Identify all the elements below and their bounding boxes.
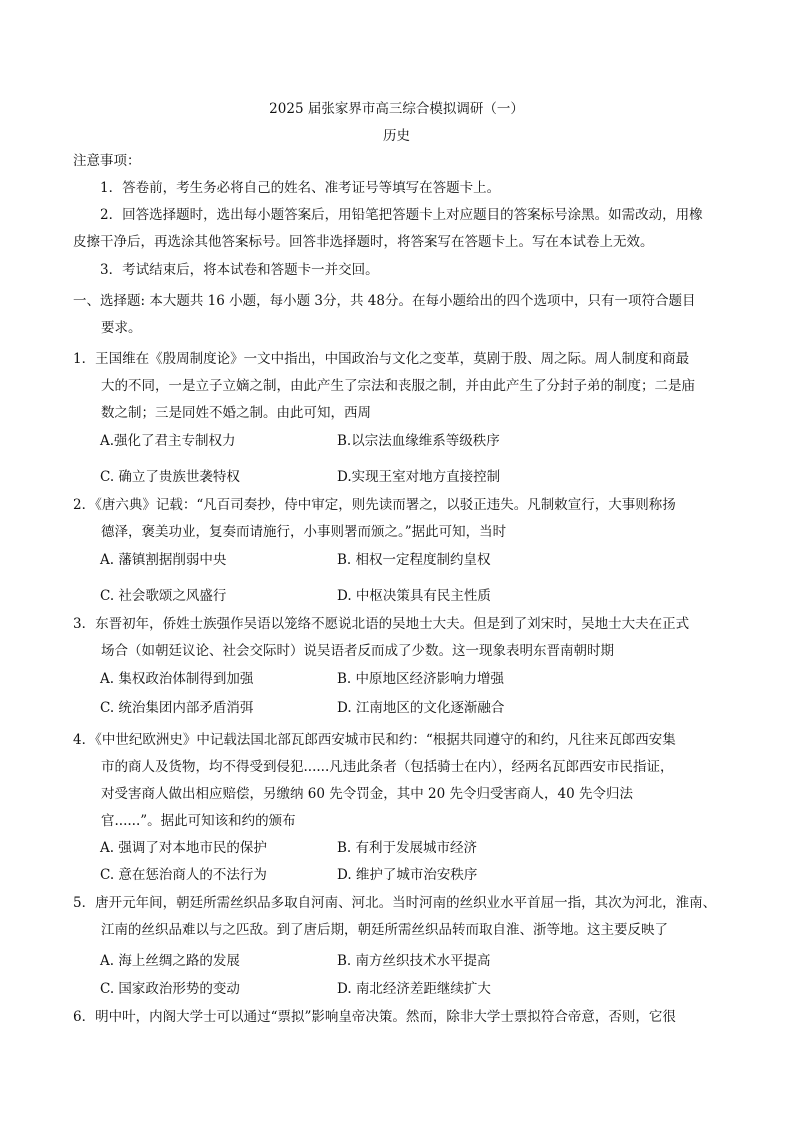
question-3-option-d: D. 江南地区的文化逐渐融合 [337, 700, 505, 716]
question-4-line: 4．《中世纪欧洲史》中记载法国北部瓦郎西安城市民和约：“根据共同遵守的和约，凡往来瓦郎西安集 [73, 732, 676, 748]
question-2-option-d: D. 中枢决策具有民主性质 [337, 588, 491, 604]
question-1-line: 1．王国维在《殷周制度论》一文中指出，中国政治与文化之变革，莫剧于殷、周之际。周人制度和商最 [73, 351, 690, 367]
notice-item: 1．答卷前，考生务必将自己的姓名、准考证号等填写在答题卡上。 [100, 180, 501, 196]
question-4-option-c: C. 意在惩治商人的不法行为 [100, 867, 267, 883]
question-2-option-b: B. 相权一定程度制约皇权 [337, 552, 491, 568]
question-1-option-d: D.实现王室对地方直接控制 [337, 469, 501, 485]
exam-title: 2025 届张家界市高三综合模拟调研（一） [269, 101, 524, 117]
question-4-line: 官......”。据此可知该和约的颁布 [101, 813, 296, 829]
question-5-option-a: A. 海上丝绸之路的发展 [100, 953, 240, 969]
section-heading-continued: 要求。 [101, 320, 142, 336]
notice-heading: 注意事项： [73, 153, 141, 169]
question-4-option-a: A. 强调了对本地市民的保护 [100, 840, 267, 856]
question-1-line: 大的不同，一是立子立嫡之制，由此产生了宗法和丧服之制，并由此产生了分封子弟的制度；二是庙 [101, 378, 695, 394]
question-4-option-b: B. 有利于发展城市经济 [337, 840, 478, 856]
subject-title: 历史 [383, 128, 410, 144]
question-2-line: 德泽，褒美功业，复奏而请施行，小事则署而颁之。”据此可知，当时 [101, 524, 507, 540]
question-6-line: 6．明中叶，内阁大学士可以通过“票拟”影响皇帝决策。然而，除非大学士票拟符合帝意，否则，它很 [73, 1009, 676, 1025]
question-5-option-d: D. 南北经济差距继续扩大 [337, 981, 491, 997]
question-3-line: 场合（如朝廷议论、社会交际时）说吴语者反而成了少数。这一现象表明东晋南朝时期 [101, 643, 614, 659]
question-5-line: 5．唐开元年间，朝廷所需丝织品多取自河南、河北。当时河南的丝织业水平首屈一指，其次为河北，淮南、 [73, 895, 717, 911]
question-5-option-c: C. 国家政治形势的变动 [100, 981, 240, 997]
section-heading: 一、选择题: 本大题共 16 小题，每小题 3分，共 48分。在每小题给出的四个选项中，只有一项符合题目 [73, 293, 696, 309]
question-3-option-b: B. 中原地区经济影响力增强 [337, 671, 505, 687]
question-1-option-a: A.强化了君主专制权力 [100, 433, 236, 449]
question-4-option-d: D. 维护了城市治安秩序 [337, 867, 478, 883]
question-4-line: 市的商人及货物，均不得受到侵犯......凡违此条者（包括骑士在内），经两名瓦郎西安市民指证， [101, 759, 674, 775]
notice-item: 3．考试结束后，将本试卷和答题卡一并交回。 [100, 262, 379, 278]
question-3-option-c: C. 统治集团内部矛盾消弭 [100, 700, 254, 716]
notice-item-continued: 皮擦干净后，再选涂其他答案标号。回答非选择题时，将答案写在答题卡上。写在本试卷上无效。 [73, 234, 654, 250]
question-1-line: 数之制；三是同姓不婚之制。由此可知，西周 [101, 405, 371, 421]
question-3-option-a: A. 集权政治体制得到加强 [100, 671, 254, 687]
question-1-option-b: B.以宗法血缘维系等级秩序 [337, 433, 500, 449]
question-1-option-c: C. 确立了贵族世袭特权 [100, 469, 240, 485]
question-2-option-c: C. 社会歌颂之风盛行 [100, 588, 227, 604]
question-4-line: 对受害商人做出相应赔偿，另缴纳 60 先令罚金，其中 20 先令归受害商人，40 先令归法 [101, 786, 633, 802]
notice-item: 2．回答选择题时，选出每小题答案后，用铅笔把答题卡上对应题目的答案标号涂黑。如需改动，用橡 [100, 207, 703, 223]
question-2-line: 2．《唐六典》记载：“凡百司奏抄，侍中审定，则先读而署之，以驳正违失。凡制敕宣行，大事则称扬 [73, 497, 676, 513]
question-2-option-a: A. 藩镇割据削弱中央 [100, 552, 227, 568]
question-5-line: 江南的丝织品难以与之匹敌。到了唐后期，朝廷所需丝织品转而取自淮、浙等地。这主要反映了 [101, 922, 668, 938]
question-5-option-b: B. 南方丝织技术水平提高 [337, 953, 491, 969]
question-3-line: 3．东晋初年，侨姓士族强作吴语以笼络不愿说北语的吴地士大夫。但是到了刘宋时，吴地士大夫在正式 [73, 616, 690, 632]
